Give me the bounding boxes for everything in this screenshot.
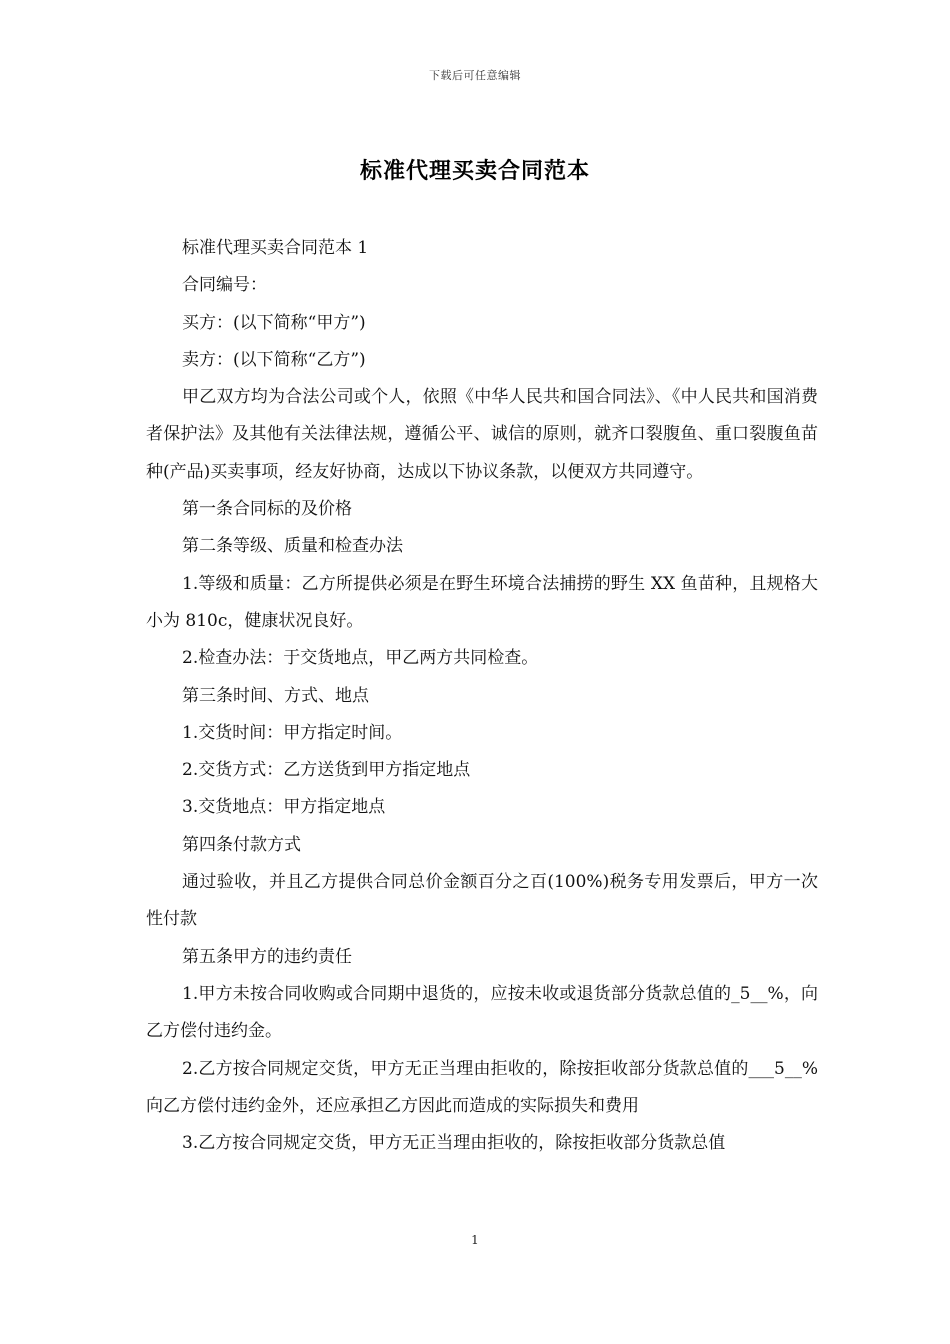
paragraph-contract-heading: 标准代理买卖合同范本 1 <box>182 238 369 258</box>
paragraph-buyer: 买方：(以下简称“甲方”) <box>182 312 366 333</box>
paragraph-preamble: 甲乙双方均为合法公司或个人，依照《中华人民共和国合同法》、《中人民共和国消费者保护法》及其他有关法律法规，遵循公平、诚信的原则，就齐口裂腹鱼、重口裂腹鱼苗种(产品)买卖事项，经友好协商，达成以下协议条款，以便双方共同遵守。 <box>146 387 818 482</box>
paragraph-delivery-place: 3.交货地点：甲方指定地点 <box>182 797 386 818</box>
paragraph-payment: 通过验收，并且乙方提供合同总价金额百分之百(100%)税务专用发票后，甲方一次性付款 <box>146 872 818 930</box>
paragraph-seller: 卖方：(以下简称“乙方”) <box>182 349 366 370</box>
paragraph-article-1: 第一条合同标的及价格 <box>182 499 352 520</box>
paragraph-breach-3: 3.乙方按合同规定交货，甲方无正当理由拒收的，除按拒收部分货款总值 <box>182 1133 726 1154</box>
header-note: 下载后可任意编辑 <box>429 69 521 82</box>
document-body <box>146 230 818 1162</box>
paragraph-breach-1: 1.甲方未按合同收购或合同期中退货的，应按未收或退货部分货款总值的_5__%，向乙方偿付违约金。 <box>146 983 818 1042</box>
document-title: 标准代理买卖合同范本 <box>359 158 590 184</box>
paragraph-breach-2: 2.乙方按合同规定交货，甲方无正当理由拒收的，除按拒收部分货款总值的___5__%向乙方偿付违约金外，还应承担乙方因此而造成的实际损失和费用 <box>146 1058 818 1116</box>
paragraph-article-2: 第二条等级、质量和检查办法 <box>182 536 403 557</box>
page-number: 1 <box>471 1233 479 1247</box>
paragraph-delivery-method: 2.交货方式：乙方送货到甲方指定地点 <box>182 760 471 781</box>
paragraph-delivery-time: 1.交货时间：甲方指定时间。 <box>182 722 403 743</box>
paragraph-contract-number: 合同编号： <box>182 275 267 296</box>
paragraph-grade-quality: 1.等级和质量：乙方所提供必须是在野生环境合法捕捞的野生 XX 鱼苗种，且规格大小为 810c，健康状况良好。 <box>146 573 818 631</box>
paragraph-article-5: 第五条甲方的违约责任 <box>182 946 352 967</box>
paragraph-article-3: 第三条时间、方式、地点 <box>182 685 369 706</box>
paragraph-inspection: 2.检查办法：于交货地点，甲乙两方共同检查。 <box>182 648 539 669</box>
paragraph-article-4: 第四条付款方式 <box>182 834 301 855</box>
